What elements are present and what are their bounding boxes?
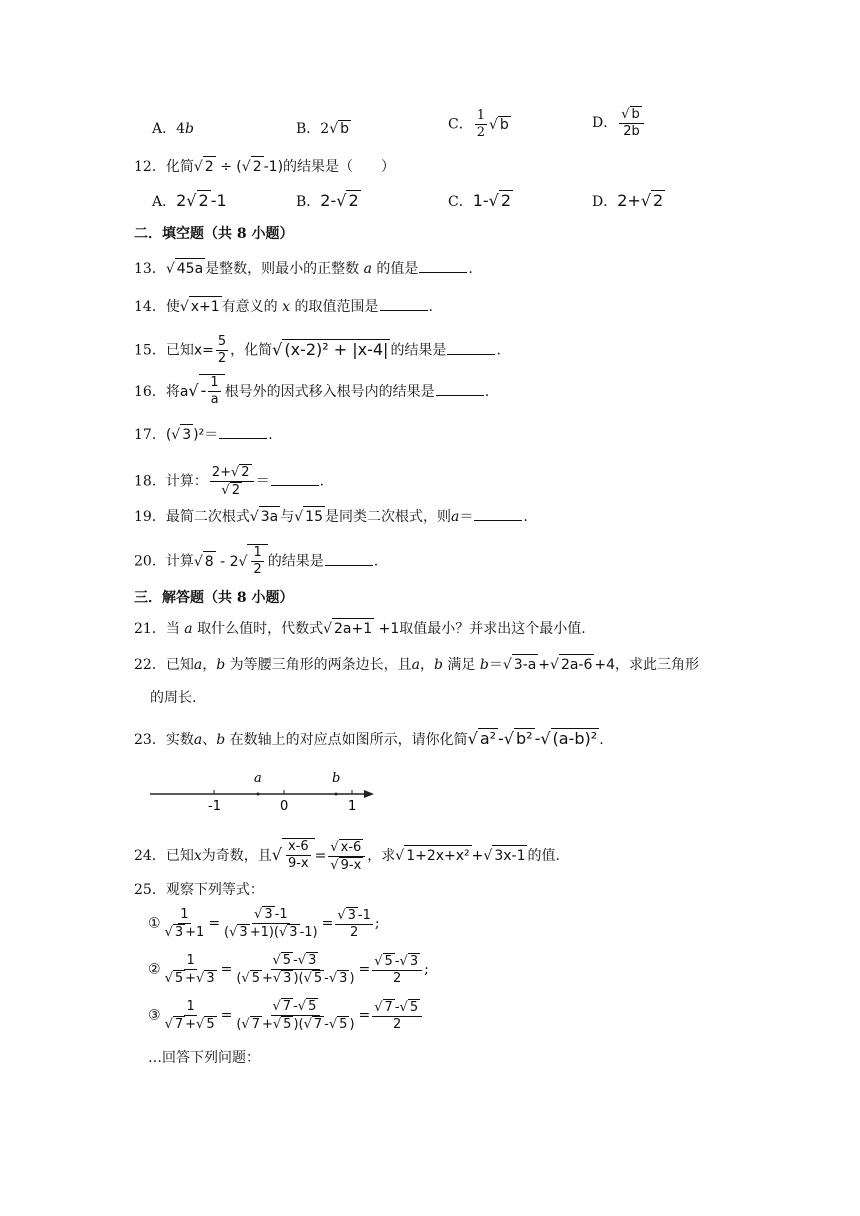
- equation-3: ③ $\frac{1}{√ 7 +√ 5}$ = $\frac{√ 7 -√ 5}{(√ 7 +√ 5 )(√ 7 -√ 5 )}$ = $\frac{√ 7 -√ 5}{2}$: [148, 998, 424, 1033]
- section-answer-title: 三．解答题（共 8 小题）: [134, 590, 294, 606]
- question-22: 22．已知a，b 为等腰三角形的两条边长，且a，b 满足 b＝√ 3-a +√ 2a-6 +4，求此三角形: [134, 654, 699, 675]
- question-23: 23．实数a、b 在数轴上的对应点如图所示，请你化简√ a² -√ b² -√ (a-b)² .: [134, 729, 604, 748]
- section-fill-blank-title: 二．填空题（共 8 小题）: [134, 226, 294, 242]
- question-12: 12．化简√ 2 ÷ (√ 2 -1)的结果是（ ）: [134, 156, 395, 177]
- equation-2: ② $\frac{1}{√ 5 +√ 3}$ = $\frac{√ 5 -√ 3}{(√ 5 +√ 3 )(√ 5 -√ 3 )}$ = $\frac{√ 5 -√ 3}{2}$ ;: [148, 952, 429, 986]
- point-b: [335, 793, 338, 796]
- question-21: 21．当 a 取什么值时，代数式√ 2a+1 +1取值最小？并求出这个最小值.: [134, 618, 586, 639]
- q12-option-b: B．2-√ 2: [296, 191, 359, 210]
- question-22-line2: 的周长.: [150, 690, 197, 706]
- label-minus-one: -1: [208, 799, 221, 814]
- question-14: 14．使√ x+1 有意义的 x 的取值范围是 .: [134, 296, 433, 317]
- q11-option-a: A．4b: [152, 121, 194, 137]
- question-19: 19．最简二次根式√ 3a 与√ 15 是同类二次根式，则a＝ .: [134, 506, 528, 527]
- equation-1: ① $\frac{1}{√ 3 +1}$ = $\frac{√ 3 -1}{(√ 3 +1)(√ 3 -1)}$ = $\frac{√ 3 -1}{2}$ ;: [148, 906, 380, 940]
- question-17: 17．(√ 3 )²＝ .: [134, 424, 273, 445]
- question-25-footer: …回答下列问题：: [148, 1050, 260, 1066]
- q12-option-d: D．2+√ 2: [592, 191, 664, 210]
- answer-blank[interactable]: [474, 506, 522, 521]
- question-20: 20．计算√ 8 - 2√ $\frac{1}{2}$ 的结果是 .: [134, 545, 379, 577]
- number-line-figure: [148, 766, 380, 814]
- label-one: 1: [348, 799, 357, 814]
- answer-blank[interactable]: [380, 296, 428, 311]
- number-line-arrow: [364, 790, 374, 798]
- answer-blank[interactable]: [271, 471, 319, 486]
- answer-blank[interactable]: [325, 551, 373, 566]
- point-a: [257, 793, 260, 796]
- q11-option-d: D． $\frac{√ b}{2b}$: [592, 106, 646, 140]
- label-a: a: [254, 771, 262, 786]
- q11-option-c: C． $\frac{1}{2}$ √ b: [448, 108, 509, 140]
- question-24: 24．已知x为奇数，且√ $\frac{x-6}{9-x}$ = $\frac{√ x-6}{√ 9-x}$ ，求√ 1+2x+x² +√ 3x-1 的值.: [134, 839, 560, 873]
- q12-option-a: A．2√ 2 -1: [152, 191, 227, 210]
- q12-option-c: C．1-√ 2: [448, 191, 512, 210]
- answer-blank[interactable]: [436, 381, 484, 396]
- label-b: b: [332, 771, 341, 786]
- answer-blank[interactable]: [219, 424, 267, 439]
- question-16: 16．将a√ - $\frac{1}{a}$ 根号外的因式移入根号内的结果是 .: [134, 375, 490, 407]
- question-15: 15．已知x= $\frac{5}{2}$ ，化简√ (x-2)² + |x-4| 的结果是 .: [134, 334, 501, 366]
- answer-blank[interactable]: [447, 340, 495, 355]
- label-zero: 0: [280, 799, 289, 814]
- question-18: 18．计算： $\frac{2+√ 2}{√ 2}$ ＝ .: [134, 465, 325, 498]
- answer-blank[interactable]: [419, 258, 467, 273]
- q11-option-b: B．2√ b: [296, 121, 350, 137]
- question-13: 13．√ 45a 是整数，则最小的正整数 a 的值是 .: [134, 258, 473, 279]
- question-25: 25．观察下列等式：: [134, 882, 264, 898]
